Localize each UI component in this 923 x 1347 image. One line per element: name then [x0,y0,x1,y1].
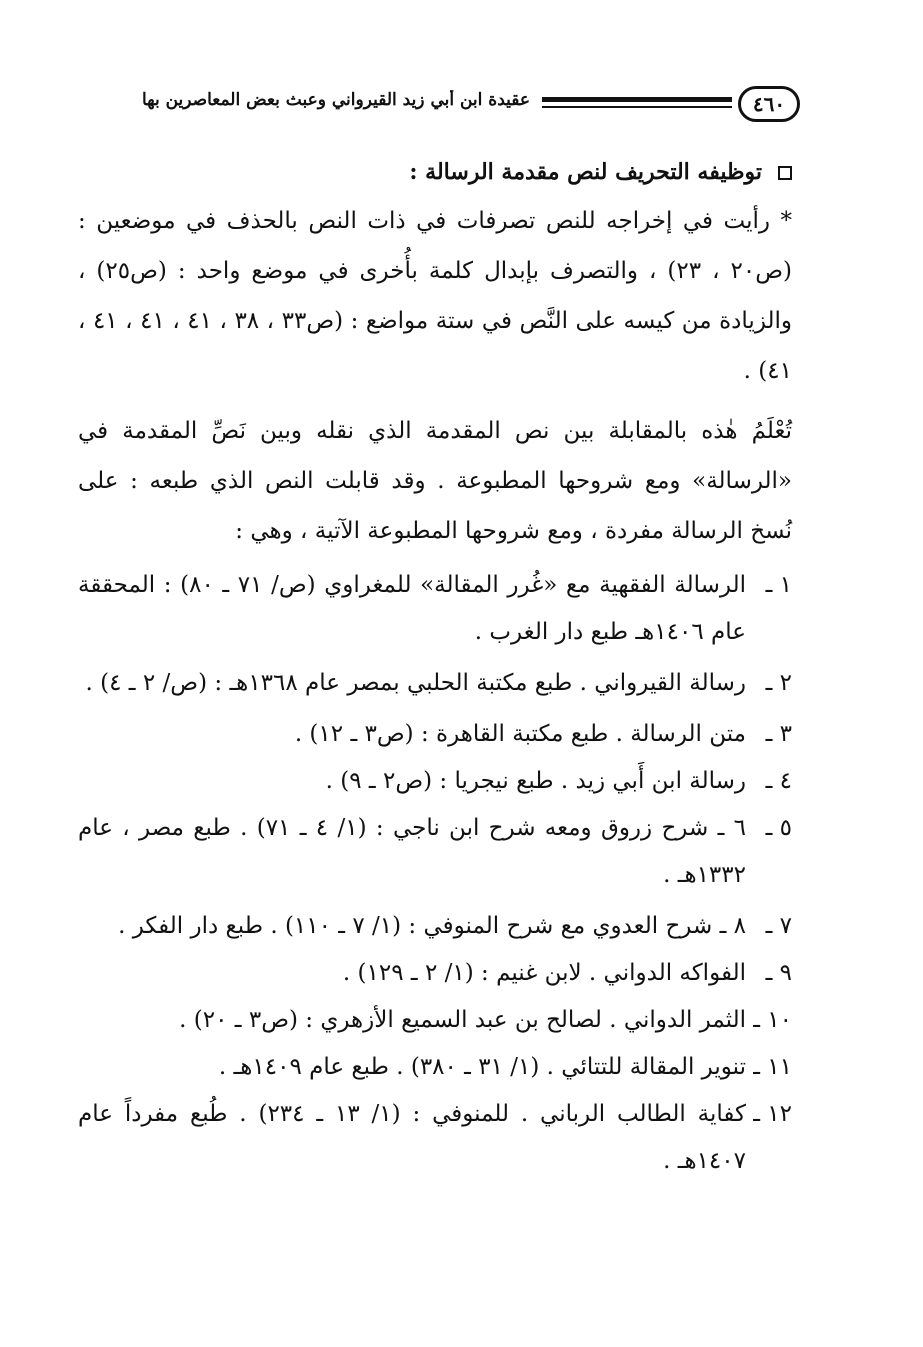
editions-list [78,562,792,1185]
list-item-number: ١٢ ـ [753,1101,792,1127]
header-rule-thin [542,106,732,108]
list-item-text: ٨ ـ شرح العدوي مع شرح المنوفي : (١/ ٧ ـ ١١٠) . طبع دار الفكر . [118,913,746,939]
page-body [78,148,792,1185]
list-item [78,950,792,997]
list-item [78,903,792,950]
running-title: عقيدة ابن أبي زيد القيرواني وعبث بعض المعاصرين بها [141,90,530,110]
list-item [78,997,792,1044]
paragraph-comparison: تُعْلَمُ هٰذه بالمقابلة بين نص المقدمة الذي نقله وبين نَصِّ المقدمة في «الرسالة» ومع شروحها المطبوعة . وقد قابلت النص الذي طبعه : على نُسخ الرسالة مفردة ، ومع شروحها المطبوعة الآتية ، وهي : [78,418,792,544]
page-header [88,86,800,126]
list-item-number: ٤ ـ [765,768,792,794]
list-item-text: كفاية الطالب الرباني . للمنوفي : (١/ ١٣ ـ ٢٣٤) . طُبع مفرداً عام ١٤٠٧هـ . [78,1101,746,1174]
list-item [78,1044,792,1091]
list-item-text: رسالة ابن أَبي زيد . طبع نيجريا : (ص٢ ـ ٩) . [325,768,746,794]
list-item-text: متن الرسالة . طبع مكتبة القاهرة : (ص٣ ـ ١٢) . [294,721,746,747]
section-heading-text: توظيفه التحريف لنص مقدمة الرسالة : [409,159,762,185]
list-item-number: ٢ ـ [765,670,792,696]
list-item-number: ١ ـ [765,572,792,598]
list-item [78,805,792,899]
list-item [78,711,792,758]
list-item [78,660,792,707]
page-number: ٤٦٠ [738,86,800,122]
list-item-number: ٩ ـ [765,960,792,986]
list-item-number: ١١ ـ [753,1054,792,1080]
list-item-text: تنوير المقالة للتتائي . (١/ ٣١ ـ ٣٨٠) . طبع عام ١٤٠٩هـ . [218,1054,746,1080]
list-item [78,758,792,805]
list-item-number: ٣ ـ [765,721,792,747]
list-item [78,562,792,656]
list-item-text: ٦ ـ شرح زروق ومعه شرح ابن ناجي : (١/ ٤ ـ ٧١) . طبع مصر ، عام ١٣٣٢هـ . [78,815,746,888]
square-bullet-icon [778,166,792,180]
paragraph-edits: * رأيت في إخراجه للنص تصرفات في ذات النص بالحذف في موضعين : (ص٢٠ ، ٢٣) ، والتصرف بإبدال كلمة بأُخرى في موضع واحد : (ص٢٥) ، والزيادة من كيسه على النَّص في ستة مواضع : (ص٣٣ ، ٣٨ ، ٤١ ، ٤١ ، ٤١ ، ٤١) . [78,208,793,384]
list-item-text: الثمر الدواني . لصالح بن عبد السميع الأزهري : (ص٣ ـ ٢٠) . [179,1007,746,1033]
list-item-text: الفواكه الدواني . لابن غنيم : (١/ ٢ ـ ١٢٩) . [342,960,746,986]
list-item-number: ٥ ـ [765,815,792,841]
list-item-number: ٧ ـ [765,913,792,939]
section-heading [78,148,792,196]
list-item-text: رسالة القيرواني . طبع مكتبة الحلبي بمصر عام ١٣٦٨هـ : (ص/ ٢ ـ ٤) . [85,670,746,696]
header-rule-thick [542,97,732,102]
list-item-text: الرسالة الفقهية مع «غُرر المقالة» للمغراوي (ص/ ٧١ ـ ٨٠) : المحققة عام ١٤٠٦هـ طبع دار الغرب . [78,572,746,645]
list-item [78,1091,792,1185]
list-item-number: ١٠ ـ [753,1007,792,1033]
